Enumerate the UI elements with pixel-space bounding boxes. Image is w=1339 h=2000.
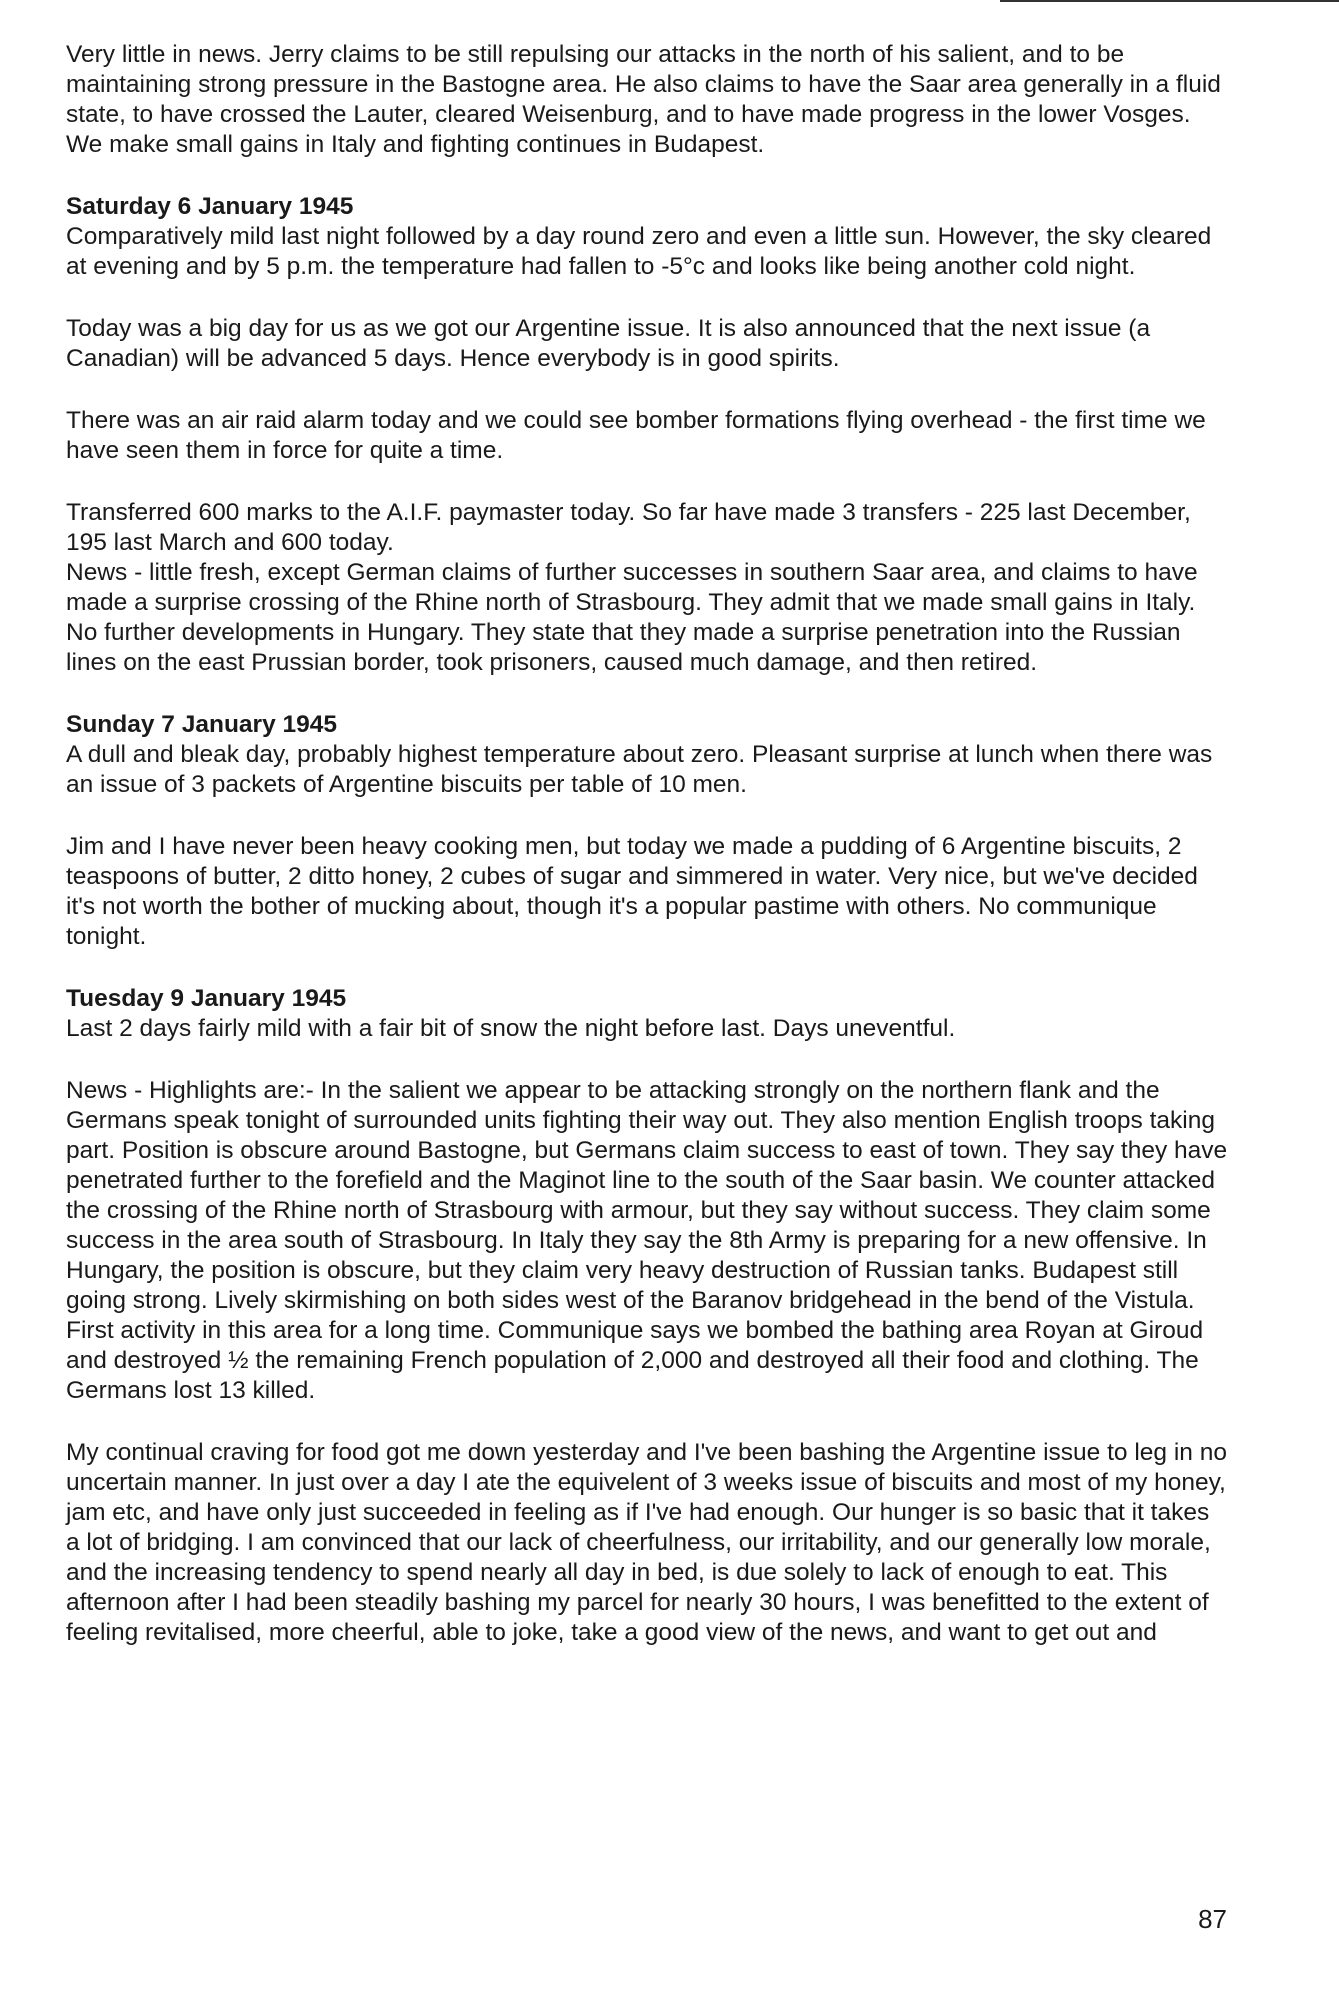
entry-heading: Tuesday 9 January 1945	[66, 985, 347, 1012]
diary-page	[66, 40, 1228, 1648]
entry-paragraph: News - Highlights are:- In the salient we appear to be attacking strongly on the northern flank and the Germans speak tonight of surrounded units fighting their way out. They also mention English troops taking part. Position is obscure around Bastogne, but Germans claim success to east of town. They say they have penetrated further to the forefield and the Maginot line to the south of the Saar basin. We counter attacked the crossing of the Rhine north of Strasbourg with armour, but they say without success. They claim some success in the area south of Strasbourg. In Italy they say the 8th Army is preparing for a new offensive. In Hungary, the position is obscure, but they claim very heavy destruction of Russian tanks. Budapest still going strong. Lively skirmishing on both sides west of the Baranov bridgehead in the bend of the Vistula. First activity in this area for a long time. Communique says we bombed the bathing area Royan at Giroud and destroyed ½ the remaining French population of 2,000 and destroyed all their food and clothing. The Germans lost 13 killed.	[66, 1077, 1228, 1404]
entry-paragraph: News - little fresh, except German claims of further successes in southern Saar area, and claims to have made a surprise crossing of the Rhine north of Strasbourg. They admit that we made small gains in Italy. No further developments in Hungary. They state that they made a surprise penetration into the Russian lines on the east Prussian border, took prisoners, caused much damage, and then retired.	[66, 559, 1198, 676]
entry-paragraph: Comparatively mild last night followed by a day round zero and even a little sun. However, the sky cleared at evening and by 5 p.m. the temperature had fallen to -5°c and looks like being another cold night.	[66, 223, 1212, 280]
entry-heading: Saturday 6 January 1945	[66, 193, 354, 220]
diary-entry-sunday-7-january	[66, 710, 1228, 952]
diary-entry-tuesday-9-january	[66, 984, 1228, 1648]
entry-paragraph: A dull and bleak day, probably highest temperature about zero. Pleasant surprise at lunch when there was an issue of 3 packets of Argentine biscuits per table of 10 men.	[66, 741, 1213, 798]
entry-paragraph: My continual craving for food got me down yesterday and I've been bashing the Argentine issue to leg in no uncertain manner. In just over a day I ate the equivelent of 3 weeks issue of biscuits and most of my honey, jam etc, and have only just succeeded in feeling as if I've had enough. Our hunger is so basic that it takes a lot of bridging. I am convinced that our lack of cheerfulness, our irritability, and our generally low morale, and the increasing tendency to spend nearly all day in bed, is due solely to lack of enough to eat. This afternoon after I had been steadily bashing my parcel for nearly 30 hours, I was benefitted to the extent of feeling revitalised, more cheerful, able to joke, take a good view of the news, and want to get out and	[66, 1439, 1227, 1646]
top-border-rule	[1000, 0, 1339, 2]
entry-paragraph: Today was a big day for us as we got our Argentine issue. It is also announced that the next issue (a Canadian) will be advanced 5 days. Hence everybody is in good spirits.	[66, 315, 1151, 372]
entry-paragraph: There was an air raid alarm today and we could see bomber formations flying overhead - the first time we have seen them in force for quite a time.	[66, 407, 1206, 464]
opening-paragraph: Very little in news. Jerry claims to be still repulsing our attacks in the north of his salient, and to be maintaining strong pressure in the Bastogne area. He also claims to have the Saar area generally in a fluid state, to have crossed the Lauter, cleared Weisenburg, and to have made progress in the lower Vosges. We make small gains in Italy and fighting continues in Budapest.	[66, 41, 1221, 158]
diary-entry-saturday-6-january	[66, 192, 1228, 678]
entry-heading: Sunday 7 January 1945	[66, 711, 338, 738]
entry-paragraph: Transferred 600 marks to the A.I.F. paymaster today. So far have made 3 transfers - 225 last December, 195 last March and 600 today.	[66, 499, 1191, 556]
entry-paragraph: Jim and I have never been heavy cooking men, but today we made a pudding of 6 Argentine biscuits, 2 teaspoons of butter, 2 ditto honey, 2 cubes of sugar and simmered in water. Very nice, but we've decided it's not worth the bother of mucking about, though it's a popular pastime with others. No communique tonight.	[66, 833, 1198, 950]
page-number: 87	[1198, 1904, 1227, 1934]
entry-paragraph: Last 2 days fairly mild with a fair bit of snow the night before last. Days uneventful.	[66, 1015, 956, 1042]
